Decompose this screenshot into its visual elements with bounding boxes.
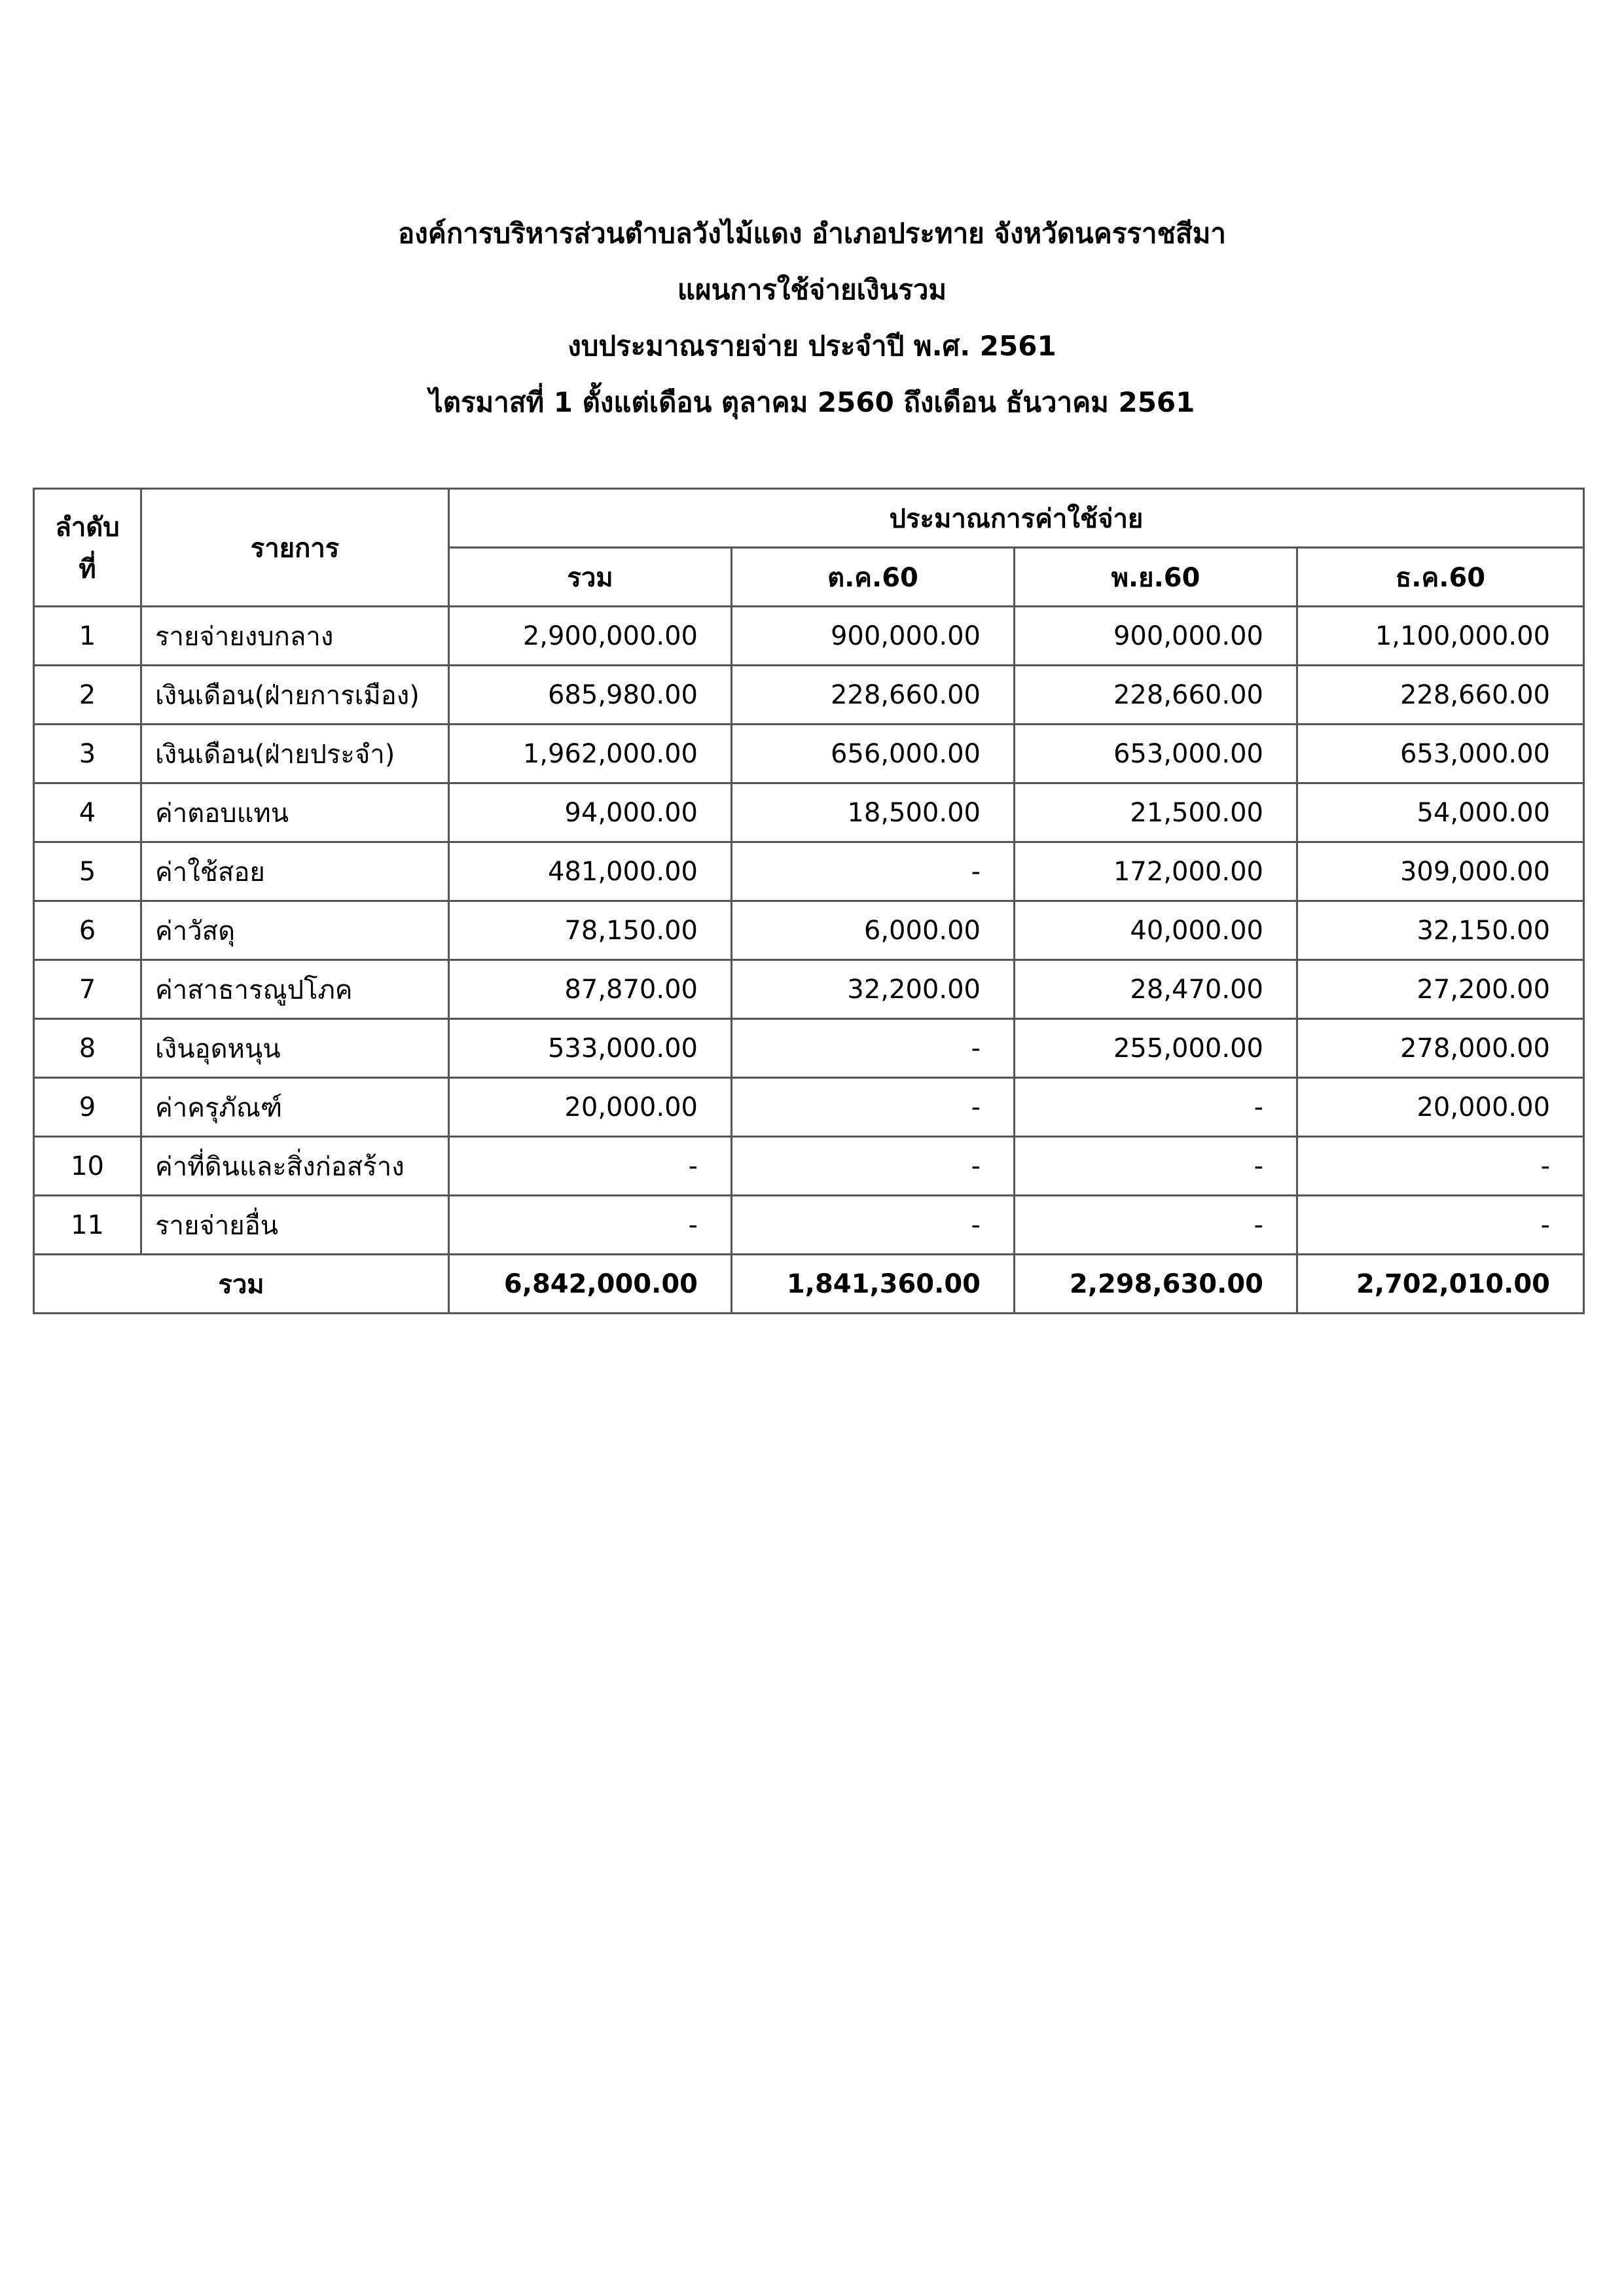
row-dec: 653,000.00 bbox=[1297, 725, 1584, 783]
row-item: ค่าครุภัณฑ์ bbox=[141, 1078, 449, 1137]
table-row bbox=[34, 783, 1584, 842]
row-nov: 28,470.00 bbox=[1015, 960, 1297, 1019]
table-body bbox=[34, 607, 1584, 1255]
total-sum: 6,842,000.00 bbox=[449, 1255, 732, 1314]
row-oct: 656,000.00 bbox=[732, 725, 1015, 783]
row-nov: 21,500.00 bbox=[1015, 783, 1297, 842]
row-total: 685,980.00 bbox=[449, 666, 732, 725]
row-item: ค่าที่ดินและสิ่งก่อสร้าง bbox=[141, 1137, 449, 1196]
row-dec: - bbox=[1297, 1196, 1584, 1255]
table-row bbox=[34, 666, 1584, 725]
row-oct: - bbox=[732, 842, 1015, 901]
row-dec: 27,200.00 bbox=[1297, 960, 1584, 1019]
row-number: 7 bbox=[34, 960, 141, 1019]
row-number: 3 bbox=[34, 725, 141, 783]
budget-year-title: งบประมาณรายจ่าย ประจำปี พ.ศ. 2561 bbox=[568, 330, 1056, 362]
row-item: เงินอุดหนุน bbox=[141, 1019, 449, 1078]
row-nov: 172,000.00 bbox=[1015, 842, 1297, 901]
row-total: 481,000.00 bbox=[449, 842, 732, 901]
column-header-dec: ธ.ค.60 bbox=[1297, 548, 1584, 607]
table-row bbox=[34, 607, 1584, 666]
row-oct: 6,000.00 bbox=[732, 901, 1015, 960]
column-header-item: รายการ bbox=[141, 489, 449, 607]
row-total: 78,150.00 bbox=[449, 901, 732, 960]
row-dec: 228,660.00 bbox=[1297, 666, 1584, 725]
row-number: 11 bbox=[34, 1196, 141, 1255]
column-header-estimate-group: ประมาณการค่าใช้จ่าย bbox=[449, 489, 1584, 548]
table-row bbox=[34, 901, 1584, 960]
row-oct: - bbox=[732, 1196, 1015, 1255]
row-item: รายจ่ายอื่น bbox=[141, 1196, 449, 1255]
row-item: ค่าตอบแทน bbox=[141, 783, 449, 842]
total-row bbox=[34, 1255, 1584, 1314]
row-total: - bbox=[449, 1196, 732, 1255]
table-row bbox=[34, 725, 1584, 783]
row-nov: - bbox=[1015, 1078, 1297, 1137]
row-dec: 54,000.00 bbox=[1297, 783, 1584, 842]
expense-plan-table bbox=[33, 488, 1585, 1314]
row-dec: 309,000.00 bbox=[1297, 842, 1584, 901]
row-oct: - bbox=[732, 1137, 1015, 1196]
row-nov: 900,000.00 bbox=[1015, 607, 1297, 666]
column-header-no-line1: ลำดับ bbox=[55, 512, 120, 543]
row-dec: 1,100,000.00 bbox=[1297, 607, 1584, 666]
row-item: ค่าสาธารณูปโภค bbox=[141, 960, 449, 1019]
row-number: 9 bbox=[34, 1078, 141, 1137]
row-item: ค่าใช้สอย bbox=[141, 842, 449, 901]
org-title: องค์การบริหารส่วนตำบลวังไม้แดง อำเภอประทาย จังหวัดนครราชสีมา bbox=[398, 217, 1226, 249]
table-row bbox=[34, 960, 1584, 1019]
column-header-no bbox=[34, 489, 141, 607]
row-number: 5 bbox=[34, 842, 141, 901]
total-label: รวม bbox=[34, 1255, 449, 1314]
row-item: รายจ่ายงบกลาง bbox=[141, 607, 449, 666]
row-oct: 18,500.00 bbox=[732, 783, 1015, 842]
row-oct: - bbox=[732, 1019, 1015, 1078]
plan-title: แผนการใช้จ่ายเงินรวม bbox=[677, 274, 947, 306]
table-row bbox=[34, 1196, 1584, 1255]
row-total: - bbox=[449, 1137, 732, 1196]
row-number: 2 bbox=[34, 666, 141, 725]
row-oct: - bbox=[732, 1078, 1015, 1137]
row-total: 1,962,000.00 bbox=[449, 725, 732, 783]
table-row bbox=[34, 1137, 1584, 1196]
column-header-no-line2: ที่ bbox=[79, 554, 96, 584]
row-item: เงินเดือน(ฝ่ายการเมือง) bbox=[141, 666, 449, 725]
row-nov: - bbox=[1015, 1196, 1297, 1255]
table-row bbox=[34, 1019, 1584, 1078]
column-header-oct: ต.ค.60 bbox=[732, 548, 1015, 607]
row-total: 20,000.00 bbox=[449, 1078, 732, 1137]
row-number: 1 bbox=[34, 607, 141, 666]
row-number: 6 bbox=[34, 901, 141, 960]
row-item: ค่าวัสดุ bbox=[141, 901, 449, 960]
row-dec: 20,000.00 bbox=[1297, 1078, 1584, 1137]
row-oct: 900,000.00 bbox=[732, 607, 1015, 666]
quarter-title: ไตรมาสที่ 1 ตั้งแต่เดือน ตุลาคม 2560 ถึงเดือน ธันวาคม 2561 bbox=[429, 386, 1195, 418]
row-total: 2,900,000.00 bbox=[449, 607, 732, 666]
total-oct: 1,841,360.00 bbox=[732, 1255, 1015, 1314]
table-row bbox=[34, 1078, 1584, 1137]
row-number: 10 bbox=[34, 1137, 141, 1196]
row-nov: 40,000.00 bbox=[1015, 901, 1297, 960]
row-nov: 255,000.00 bbox=[1015, 1019, 1297, 1078]
total-nov: 2,298,630.00 bbox=[1015, 1255, 1297, 1314]
row-dec: 278,000.00 bbox=[1297, 1019, 1584, 1078]
row-total: 533,000.00 bbox=[449, 1019, 732, 1078]
row-nov: - bbox=[1015, 1137, 1297, 1196]
column-header-total: รวม bbox=[449, 548, 732, 607]
row-dec: 32,150.00 bbox=[1297, 901, 1584, 960]
table-row bbox=[34, 842, 1584, 901]
row-total: 94,000.00 bbox=[449, 783, 732, 842]
row-number: 8 bbox=[34, 1019, 141, 1078]
row-nov: 228,660.00 bbox=[1015, 666, 1297, 725]
row-oct: 228,660.00 bbox=[732, 666, 1015, 725]
row-nov: 653,000.00 bbox=[1015, 725, 1297, 783]
row-oct: 32,200.00 bbox=[732, 960, 1015, 1019]
row-dec: - bbox=[1297, 1137, 1584, 1196]
row-number: 4 bbox=[34, 783, 141, 842]
row-total: 87,870.00 bbox=[449, 960, 732, 1019]
column-header-nov: พ.ย.60 bbox=[1015, 548, 1297, 607]
row-item: เงินเดือน(ฝ่ายประจำ) bbox=[141, 725, 449, 783]
total-dec: 2,702,010.00 bbox=[1297, 1255, 1584, 1314]
